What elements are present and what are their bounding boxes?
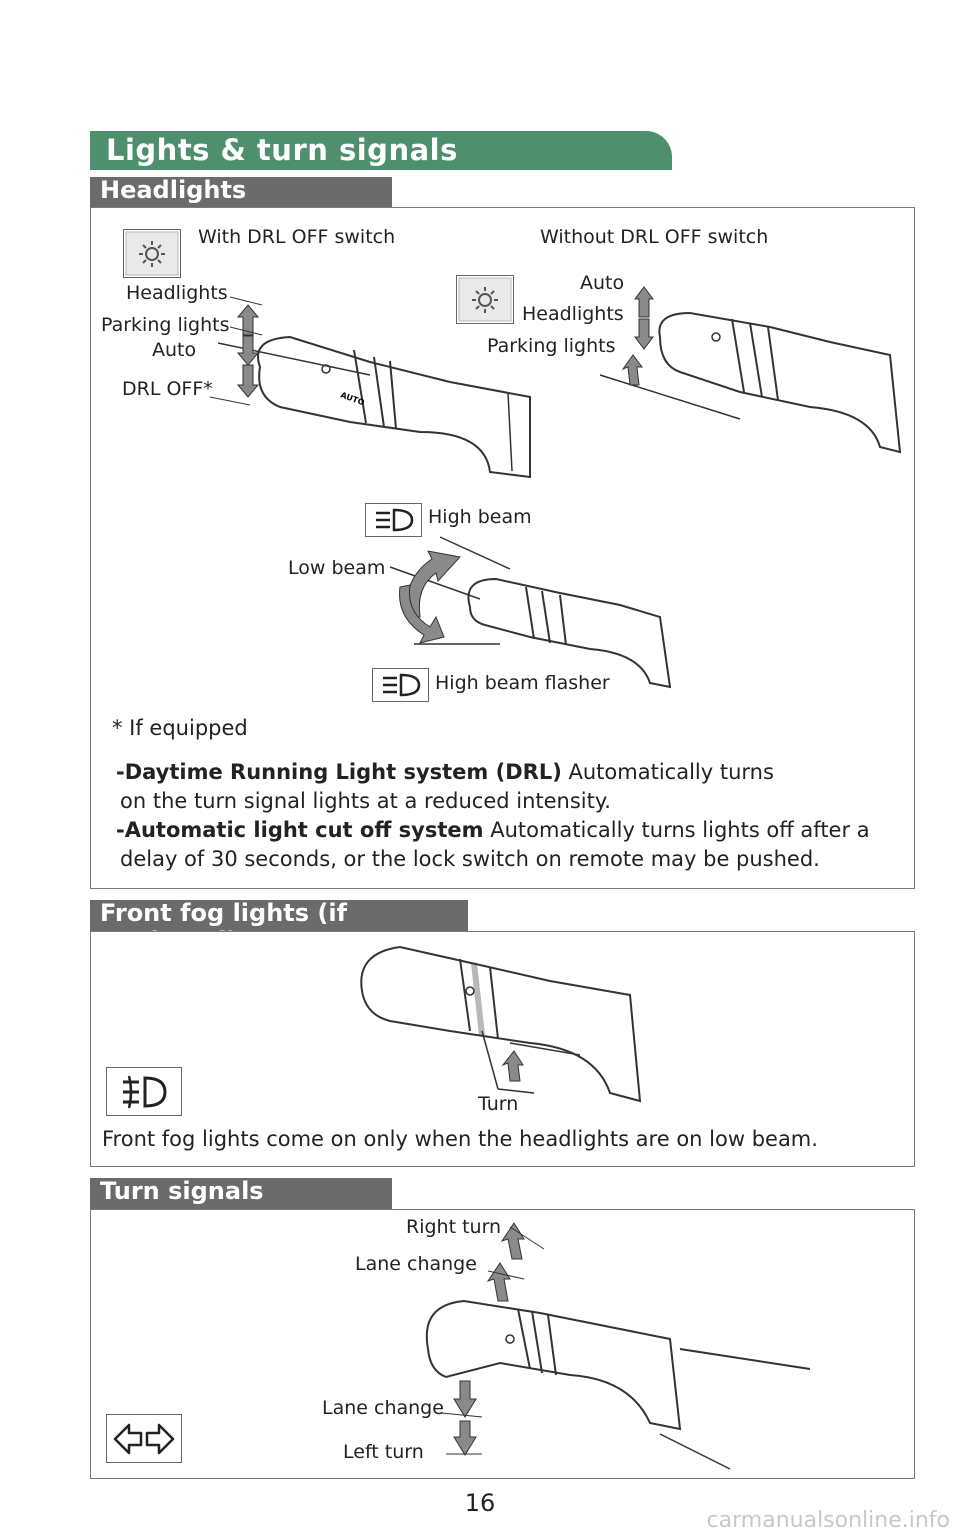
position-arrows-without-drl: [623, 287, 653, 385]
low-beam-label: Low beam: [288, 557, 386, 579]
page-title: Lights & turn signals: [106, 133, 458, 167]
lane-change-down-label: Lane change: [322, 1397, 444, 1419]
high-beam-icon-box: [365, 503, 422, 537]
lane-change-up-label: Lane change: [355, 1253, 477, 1275]
with-drl-label: With DRL OFF switch: [198, 226, 396, 248]
turn-signal-arrows-icon: [107, 1415, 181, 1462]
turn-section-tab: [90, 1178, 392, 1209]
headlights-section-tab: [90, 177, 392, 208]
cutoff-desc-1: Automatically turns lights off after a: [490, 818, 870, 842]
position-label-headlights: Headlights: [126, 282, 228, 304]
high-beam-flasher-label: High beam flasher: [435, 672, 610, 694]
headlights-title: Headlights: [100, 176, 247, 204]
cutoff-desc-2: delay of 30 seconds, or the lock switch on remote may be pushed.: [120, 847, 820, 871]
position-label-parking-2: Parking lights: [487, 335, 616, 357]
watermark: carmanualsonline.info: [706, 1508, 950, 1533]
position-label-auto-2: Auto: [580, 272, 625, 294]
left-turn-label: Left turn: [343, 1441, 424, 1463]
fog-turn-label: Turn: [478, 1093, 519, 1115]
turn-stalk-illustration: [90, 1209, 913, 1477]
high-beam-flasher-icon: [373, 669, 428, 701]
drl-description: [116, 758, 774, 787]
high-beam-label: High beam: [428, 506, 532, 528]
cutoff-term: -Automatic light cut off system: [116, 818, 484, 842]
fog-title: Front fog lights (if: [100, 899, 348, 927]
high-beam-icon: [366, 504, 421, 536]
without-drl-label: Without DRL OFF switch: [540, 226, 769, 248]
fog-description: Front fog lights come on only when the headlights are on low beam.: [102, 1127, 818, 1151]
right-turn-label: Right turn: [406, 1216, 502, 1238]
position-label-parking: Parking lights: [101, 314, 230, 336]
position-label-headlights-2: Headlights: [522, 303, 624, 325]
turn-signal-icon-box: [106, 1414, 182, 1463]
drl-desc-2: on the turn signal lights at a reduced intensity.: [120, 789, 611, 813]
footnote: * If equipped: [112, 716, 248, 740]
cutoff-description: [116, 816, 870, 845]
fog-section-tab: [90, 900, 468, 931]
position-label-auto: Auto: [152, 339, 197, 361]
stalk-beam: [390, 537, 670, 687]
fog-light-icon: [107, 1068, 181, 1115]
turn-title: Turn signals: [100, 1177, 264, 1205]
stalk-with-drl: [218, 337, 530, 477]
drl-desc-1: Automatically turns: [568, 760, 774, 784]
drl-term: -Daytime Running Light system (DRL): [116, 760, 562, 784]
page-title-banner: [90, 131, 672, 170]
page-number: 16: [464, 1489, 496, 1517]
auto-mark: AUTO: [339, 390, 366, 408]
fog-light-icon-box: [106, 1067, 182, 1116]
high-beam-flasher-icon-box: [372, 668, 429, 702]
position-label-drl-off: DRL OFF*: [122, 378, 213, 400]
